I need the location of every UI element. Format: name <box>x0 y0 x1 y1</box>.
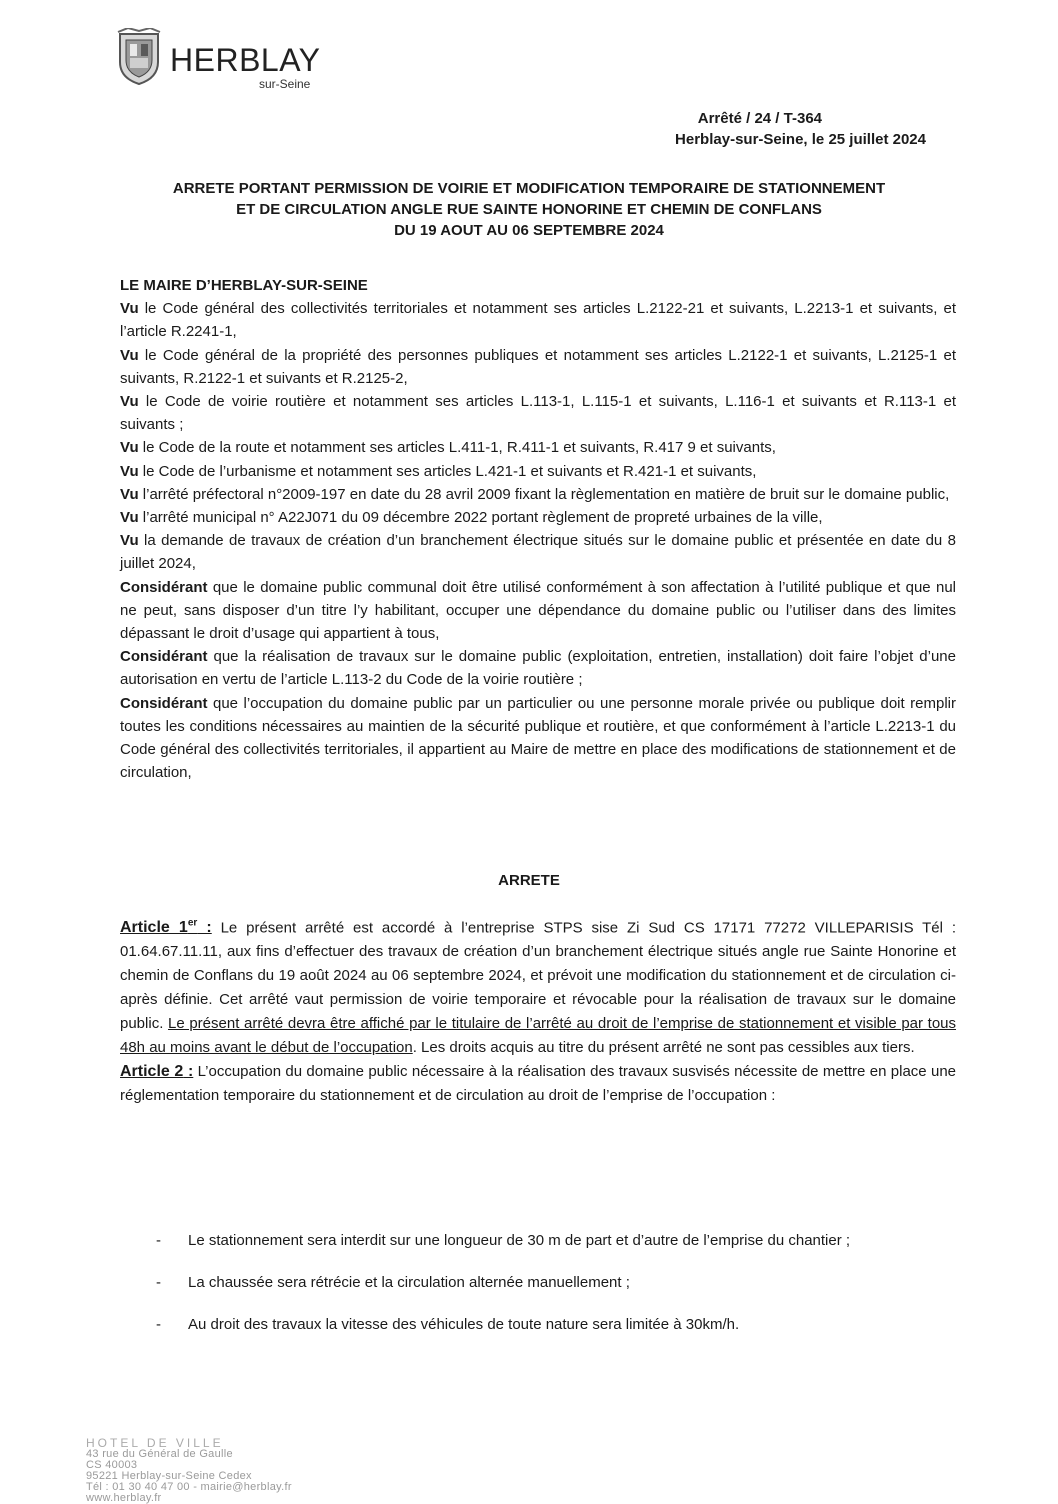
footer-line: Tél : 01 30 40 47 00 - mairie@herblay.fr <box>86 1481 292 1493</box>
footer-title: HOTEL DE VILLE <box>86 1436 224 1450</box>
visa-lead: Vu <box>120 485 139 503</box>
city-crest-icon <box>116 28 162 86</box>
decree-reference: Arrêté / 24 / T-364 <box>697 110 822 127</box>
visa-item <box>120 483 956 506</box>
visa-text: que le domaine public communal doit être utilisé conformément à son affectation à l’utilité publique et que nul ne peut, sans disposer d’un titre l’y habilitant, occuper une dépendance du domaine public ou l’utiliser dans des limites dépassant le droit d’usage qui appartient à tous, <box>120 578 956 643</box>
visa-item <box>120 460 956 483</box>
visa-item <box>120 645 956 691</box>
footer-line: 95221 Herblay-sur-Seine Cedex <box>86 1470 252 1482</box>
visa-lead: Vu <box>120 439 139 457</box>
article-2-text: L’occupation du domaine public nécessaire à la réalisation des travaux susvisés nécessite de mettre en place une réglementation temporaire du stationnement et de circulation au droit de l’emprise de l’occupation : <box>120 1063 957 1105</box>
visa-item <box>120 506 956 529</box>
herblay-logo <box>116 28 356 98</box>
visa-text: l’arrêté préfectoral n°2009-197 en date du 28 avril 2009 fixant la règlementation en matière de bruit sur le domaine public, <box>138 485 950 503</box>
document-title <box>100 178 958 241</box>
preamble <box>120 274 956 784</box>
visa-text: le Code de l’urbanisme et notamment ses articles L.421-1 et suivants et R.421-1 et suivants, <box>138 462 757 480</box>
article-1-display-notice: Le présent arrêté devra être affiché par le titulaire de l’arrêté au droit de l’emprise de stationnement et visible par tous 48h au moins avant le début de l’occupation <box>120 1015 957 1057</box>
visa-item <box>120 692 956 785</box>
article-2 <box>120 1060 956 1108</box>
footer-address <box>86 1438 292 1504</box>
visa-item <box>120 390 956 436</box>
visa-lead: Considérant <box>120 578 208 596</box>
visa-lead: Vu <box>120 532 139 550</box>
article-1-label: Article 1er : <box>120 918 212 937</box>
visa-text: le Code général des collectivités territoriales et notamment ses articles L.2122-21 et suivants, L.2213-1 et suivants, et l’article R.2241-1, <box>120 300 956 341</box>
article-1-text: Le présent arrêté est accordé à l’entreprise STPS sise Zi Sud CS 17171 77272 VILLEPARISIS Tél : 01.64.67.11.11, aux fins d’effectuer des travaux de création d’un branchement électrique situés angle rue Sainte Honorine et chemin de Conflans du 19 août 2024 au 06 septembre 2024, et prévoit une modification du stationnement et de circulation ci-après définie. Cet arrêté vaut permission de voirie temporaire et révocable pour la réalisation de travaux sur le domaine public. <box>120 919 956 1033</box>
visa-text: que la réalisation de travaux sur le domaine public (exploitation, entretien, installation) doit faire l’objet d’une autorisation en vertu de l’article L.113-2 du Code de la voirie routière ; <box>120 648 956 689</box>
list-item: - Le stationnement sera interdit sur une longueur de 30 m de part et d’autre de l’emprise du chantier ; <box>156 1232 851 1249</box>
visa-lead: Considérant <box>120 694 208 712</box>
article-1-sup: er <box>187 918 198 929</box>
decree-date: Herblay-sur-Seine, le 25 juillet 2024 <box>675 131 926 148</box>
visa-text: l’arrêté municipal n° A22J071 du 09 décembre 2022 portant règlement de propreté urbaines de la ville, <box>138 509 823 527</box>
article-1-text-end: . Les droits acquis au titre du présent arrêté ne sont pas cessibles aux tiers. <box>412 1039 915 1057</box>
visa-item <box>120 529 956 575</box>
visas-list <box>120 297 956 784</box>
title-line: ARRETE PORTANT PERMISSION DE VOIRIE ET MODIFICATION TEMPORAIRE DE STATIONNEMENT <box>172 180 886 197</box>
arrete-heading: ARRETE <box>498 872 560 889</box>
visa-lead: Vu <box>120 346 139 364</box>
articles <box>120 912 956 1108</box>
title-line: ET DE CIRCULATION ANGLE RUE SAINTE HONORINE ET CHEMIN DE CONFLANS <box>236 201 822 218</box>
visa-lead: Vu <box>120 462 139 480</box>
visa-lead: Vu <box>120 300 139 318</box>
visa-item <box>120 297 956 343</box>
brand-subtitle: sur-Seine <box>259 77 311 91</box>
title-line: DU 19 AOUT AU 06 SEPTEMBRE 2024 <box>394 222 664 239</box>
visa-lead: Vu <box>120 509 139 527</box>
visa-text: le Code de voirie routière et notamment ses articles L.113-1, L.115-1 et suivants, L.116-1 et suivants et R.113-1 et suivants ; <box>120 393 956 434</box>
visa-text: le Code de la route et notamment ses articles L.411-1, R.411-1 et suivants, R.417 9 et suivants, <box>138 439 776 457</box>
article-2-label: Article 2 : <box>120 1063 194 1081</box>
visa-lead: Considérant <box>120 648 208 666</box>
list-item: - Au droit des travaux la vitesse des véhicules de toute nature sera limitée à 30km/h. <box>156 1316 740 1333</box>
footer-line: www.herblay.fr <box>86 1492 162 1504</box>
footer-line: CS 40003 <box>86 1459 138 1471</box>
visa-lead: Vu <box>120 393 139 411</box>
visa-item <box>120 576 956 646</box>
brand-name: HERBLAY <box>170 42 321 78</box>
mayor-heading: LE MAIRE D’HERBLAY-SUR-SEINE <box>120 277 368 294</box>
measures-list <box>150 1224 958 1350</box>
visa-text: que l’occupation du domaine public par un particulier ou une personne morale privée ou publique doit remplir toutes les conditions nécessaires au maintien de la sécurité publique et routière, et que conformément à l’article L.2213-1 du Code général des collectivités territoriales, il appartient au Maire de mettre en place des modifications de stationnement et de circulation, <box>120 694 956 782</box>
visa-text: le Code général de la propriété des personnes publiques et notamment ses articles L.2122-1 et suivants, L.2125-1 et suivants, R.2122-1 et suivants et R.2125-2, <box>120 346 956 387</box>
visa-item <box>120 344 956 390</box>
visa-text: la demande de travaux de création d’un branchement électrique situés sur le domaine public et présentée en date du 8 juillet 2024, <box>120 532 956 573</box>
footer-line: 43 rue du Général de Gaulle <box>86 1448 233 1460</box>
visa-item <box>120 436 956 459</box>
list-item: - La chaussée sera rétrécie et la circulation alternée manuellement ; <box>156 1274 630 1291</box>
article-1 <box>120 912 956 1060</box>
